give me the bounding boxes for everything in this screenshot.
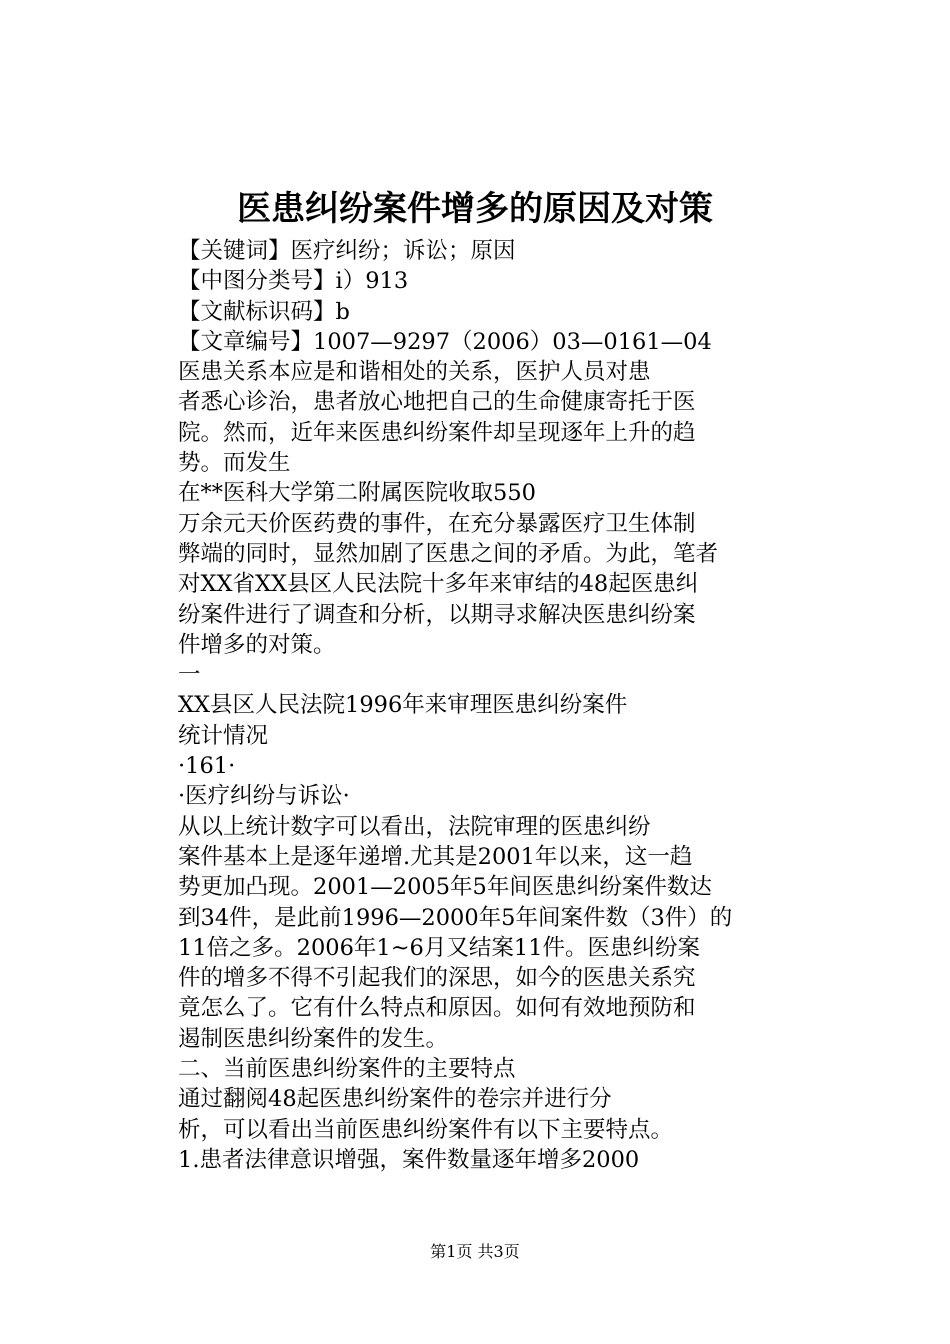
text-line: 者悉心诊治，患者放心地把自己的生命健康寄托于医 (178, 389, 696, 416)
journal-page-number: ·161· (178, 753, 236, 780)
text-line: 11倍之多。2006年1~6月又结案11件。医患纠纷案 (178, 934, 701, 961)
text-line: 院。然而，近年来医患纠纷案件却呈现逐年上升的趋 (178, 419, 696, 446)
text-line: 通过翻阅48起医患纠纷案件的卷宗并进行分 (178, 1086, 612, 1113)
text-line: 万余元天价医药费的事件，在充分暴露医疗卫生体制 (178, 510, 696, 537)
text-line: 件的增多不得不引起我们的深思，如今的医患关系究 (178, 965, 696, 992)
classification-line: 【中图分类号】i）913 (178, 268, 409, 295)
keywords-line: 【关键词】医疗纠纷；诉讼；原因 (178, 238, 516, 264)
text-line: 遏制医患纠纷案件的发生。 (178, 1025, 449, 1052)
text-line: 弊端的同时，显然加剧了医患之间的矛盾。为此，笔者 (178, 540, 719, 567)
text-line: 件增多的对策。 (178, 631, 336, 658)
subsection-heading: 1.患者法律意识增强，案件数量逐年增多2000 (178, 1146, 640, 1173)
text-line: 从以上统计数字可以看出，法院审理的医患纠纷 (178, 813, 651, 840)
document-body (178, 236, 818, 1175)
document-title: 医患纠纷案件增多的原因及对策 (237, 189, 713, 229)
article-number-line: 【文章编号】1007—9297（2006）03—0161—04 (178, 328, 712, 355)
table-caption-line: XX县区人民法院1996年来审理医患纠纷案件 (178, 692, 628, 719)
text-line: 在**医科大学第二附属医院收取550 (178, 480, 536, 507)
text-line: 势。而发生 (178, 450, 291, 477)
section-marker: 一 (178, 662, 201, 689)
text-line: 到34件，是此前1996—2000年5年间案件数（3件）的 (178, 904, 733, 931)
page-footer: 第1页 共3页 (430, 1242, 520, 1261)
text-line: 纷案件进行了调查和分析，以期寻求解决医患纠纷案 (178, 601, 696, 628)
text-line: 案件基本上是逐年递增.尤其是2001年以来，这一趋 (178, 843, 693, 870)
text-line: 竟怎么了。它有什么特点和原因。如何有效地预防和 (178, 995, 696, 1022)
text-line: 对XX省XX县区人民法院十多年来审结的48起医患纠 (178, 571, 699, 598)
table-caption-line: 统计情况 (178, 722, 269, 749)
text-line: 势更加凸现。2001—2005年5年间医患纠纷案件数达 (178, 874, 712, 901)
text-line: 医患关系本应是和谐相处的关系，医护人员对患 (178, 359, 651, 386)
section-heading: 二、当前医患纠纷案件的主要特点 (178, 1056, 516, 1083)
text-line: 析，可以看出当前医患纠纷案件有以下主要特点。 (178, 1116, 674, 1143)
journal-section-name: ·医疗纠纷与诉讼· (178, 783, 350, 810)
document-code-line: 【文献标识码】b (178, 298, 350, 325)
